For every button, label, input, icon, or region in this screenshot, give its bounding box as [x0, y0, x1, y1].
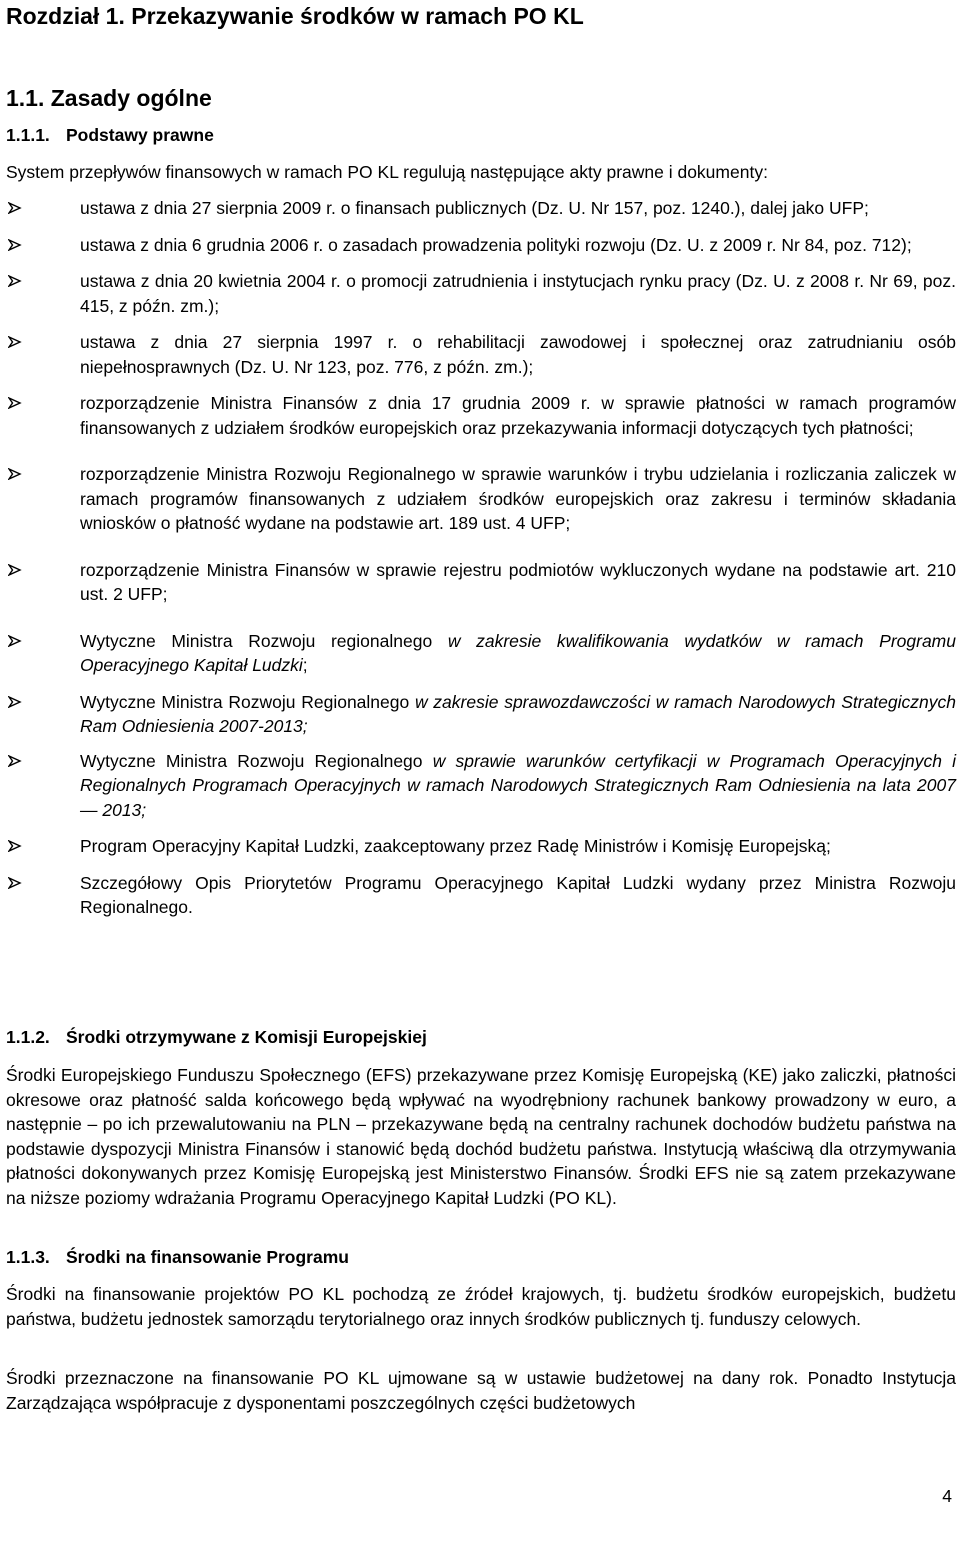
legal-act-item	[6, 391, 956, 440]
paragraph-funding-sources: Środki na finansowanie projektów PO KL pochodzą ze źródeł krajowych, tj. budżetu środków europejskich, budżetu państwa, budżetu jednostek samorządu terytorialnego oraz innych środków publicznych tj. funduszy celowych.	[6, 1284, 956, 1329]
legal-act-tail: ;	[302, 655, 308, 675]
legal-act-item	[6, 196, 956, 221]
section-heading: 1.1. Zasady ogólne	[6, 85, 212, 111]
legal-act-item	[6, 330, 956, 379]
subsection-number: 1.1.2.	[6, 1027, 50, 1047]
arrow-bullet-icon	[8, 269, 24, 293]
chapter-heading: Rozdział 1. Przekazywanie środków w ramach PO KL	[6, 3, 584, 29]
legal-act-text: ustawa z dnia 20 kwietnia 2004 r. o promocji zatrudnienia i instytucjach rynku pracy (Dz. U. z 2008 r. Nr 69, poz. 415, z późn. zm.);	[80, 271, 956, 316]
legal-act-item	[6, 629, 956, 678]
subsection-heading-1-1-3	[6, 1245, 349, 1269]
legal-act-text: Wytyczne Ministra Rozwoju regionalnego	[80, 630, 448, 651]
legal-act-text: rozporządzenie Ministra Finansów w sprawie rejestru podmiotów wykluczonych wydane na podstawie art. 210 ust. 2 UFP;	[80, 559, 956, 604]
arrow-bullet-icon	[8, 629, 24, 653]
legal-act-text: Wytyczne Ministra Rozwoju Regionalnego	[80, 691, 415, 712]
arrow-bullet-icon	[8, 330, 24, 354]
legal-act-item	[6, 462, 956, 536]
legal-act-item	[6, 690, 956, 739]
legal-act-text: rozporządzenie Ministra Rozwoju Regionalnego w sprawie warunków i trybu udzielania i rozliczania zaliczek w ramach programów finansowanych z udziałem środków europejskich oraz zakresu i terminów składania wniosków o płatność wydane na podstawie art. 189 ust. 4 UFP;	[80, 464, 956, 533]
arrow-bullet-icon	[8, 558, 24, 582]
legal-act-text: Szczegółowy Opis Priorytetów Programu Operacyjnego Kapitał Ludzki wydany przez Ministra Rozwoju Regionalnego.	[80, 872, 956, 917]
legal-act-item	[6, 558, 956, 607]
legal-act-text: ustawa z dnia 6 grudnia 2006 r. o zasadach prowadzenia polityki rozwoju (Dz. U. z 2009 r. Nr 84, poz. 712);	[80, 234, 912, 255]
subsection-heading-1-1-1	[6, 123, 214, 147]
arrow-bullet-icon	[8, 690, 24, 714]
legal-acts-list	[6, 196, 956, 920]
legal-act-italic-title: w zakresie kwalifikowania wydatków w ramach Programu Operacyjnego Kapitał Ludzki	[80, 630, 956, 675]
subsection-number: 1.1.3.	[6, 1247, 50, 1267]
arrow-bullet-icon	[8, 871, 24, 895]
legal-act-text: rozporządzenie Ministra Finansów z dnia 17 grudnia 2009 r. w sprawie płatności w ramach programów finansowanych z udziałem środków europejskich oraz przekazywania informacji dotyczących tych płatności;	[80, 393, 956, 438]
paragraph-budget: Środki przeznaczone na finansowanie PO KL ujmowane są w ustawie budżetowej na dany rok. Ponadto Instytucja Zarządzająca współpracuje z dysponentami poszczególnych części budżetowych	[6, 1368, 956, 1413]
arrow-bullet-icon	[8, 462, 24, 486]
arrow-bullet-icon	[8, 749, 24, 773]
arrow-bullet-icon	[8, 233, 24, 257]
subsection-number: 1.1.1.	[6, 125, 50, 145]
legal-act-item	[6, 269, 956, 318]
legal-act-text: Wytyczne Ministra Rozwoju Regionalnego	[80, 750, 433, 771]
subsection-title: Podstawy prawne	[66, 125, 214, 145]
legal-act-text: ustawa z dnia 27 sierpnia 1997 r. o rehabilitacji zawodowej i społecznej oraz zatrudnianiu osób niepełnosprawnych (Dz. U. Nr 123, poz. 776, z późn. zm.);	[80, 332, 956, 377]
legal-act-text: Program Operacyjny Kapitał Ludzki, zaakceptowany przez Radę Ministrów i Komisję Europejską;	[80, 836, 831, 856]
legal-act-item	[6, 871, 956, 920]
page-number: 4	[942, 1486, 952, 1506]
legal-act-item	[6, 834, 956, 859]
legal-act-italic-title: w sprawie warunków certyfikacji w Programach Operacyjnych i Regionalnych Programach Operacyjnych w ramach Narodowych Strategicznych Ram Odniesienia na lata 2007 — 2013;	[80, 750, 956, 820]
legal-act-italic-title: w zakresie sprawozdawczości w ramach Narodowych Strategicznych Ram Odniesienia 2007-2013;	[80, 691, 956, 736]
paragraph-ec-funds: Środki Europejskiego Funduszu Społecznego (EFS) przekazywane przez Komisję Europejską (KE) jako zaliczki, płatności okresowe oraz płatność salda końcowego będą wpływać na wyodrębniony rachunek bankowy prowadzony w euro, a następnie – po ich przewalutowaniu na PLN – przekazywane będą na centralny rachunek dochodów budżetu państwa na podstawie dyspozycji Ministra Finansów i stanowić będą dochód budżetu państwa. Instytucją właściwą dla otrzymywania płatności dokonywanych przez Komisję Europejską jest Ministerstwo Finansów. Środki EFS nie są zatem przekazywane na niższe poziomy wdrażania Programu Operacyjnego Kapitał Ludzki (PO KL).	[6, 1065, 956, 1208]
subsection-title: Środki otrzymywane z Komisji Europejskiej	[66, 1027, 427, 1047]
arrow-bullet-icon	[8, 391, 24, 415]
legal-act-item	[6, 749, 956, 823]
subsection-heading-1-1-2	[6, 1025, 427, 1049]
subsection-title: Środki na finansowanie Programu	[66, 1247, 349, 1267]
legal-act-item	[6, 233, 956, 258]
legal-act-text: ustawa z dnia 27 sierpnia 2009 r. o finansach publicznych (Dz. U. Nr 157, poz. 1240.), dalej jako UFP;	[80, 198, 869, 218]
arrow-bullet-icon	[8, 834, 24, 858]
intro-paragraph: System przepływów finansowych w ramach PO KL regulują następujące akty prawne i dokumenty:	[6, 162, 768, 182]
arrow-bullet-icon	[8, 196, 24, 220]
